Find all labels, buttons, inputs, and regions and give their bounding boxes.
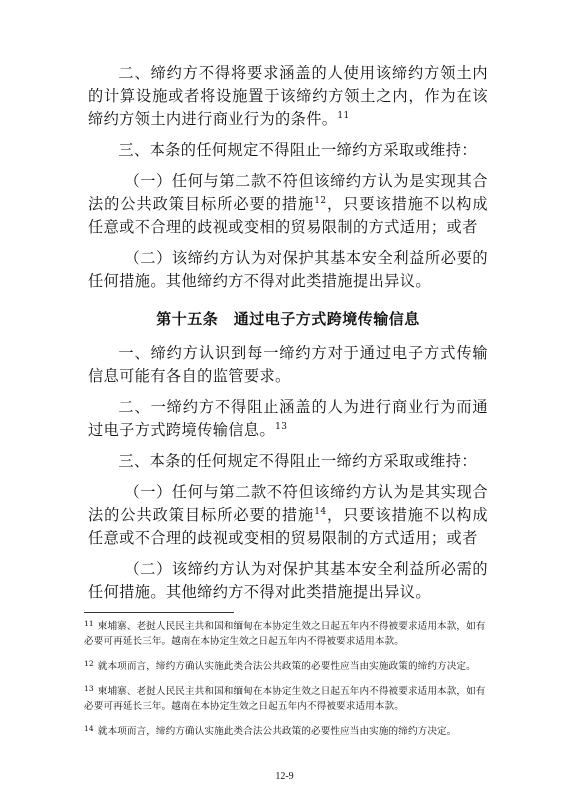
paragraph-text: （二）该缔约方认为对保护其基本安全利益所必要的任何措施。其他缔约方不得对此类措施提出异议。 [88, 249, 488, 290]
paragraph-text: 三、本条的任何规定不得阻止一缔约方采取或维持： [118, 141, 477, 159]
page-number: 12-9 [275, 771, 294, 782]
article-heading: 第十五条 通过电子方式跨境传输信息 [156, 310, 420, 328]
article-15-body [88, 342, 488, 612]
paragraph [88, 247, 488, 293]
paragraph [88, 481, 488, 550]
paragraph-text: （一）任何与第二款不符但该缔约方认为是实现其合法的公共政策目标所必要的措施 [88, 172, 488, 213]
paragraph [88, 450, 488, 473]
footnote-number: 12 [84, 659, 94, 668]
paragraph [88, 396, 488, 442]
paragraph [88, 170, 488, 239]
paragraph-text: 三、本条的任何规定不得阻止一缔约方采取或维持： [118, 452, 477, 470]
footnote [84, 721, 488, 739]
footnote-number: 13 [84, 684, 94, 693]
footnote-number: 14 [84, 724, 94, 733]
footnote-text: 柬埔寨、老挝人民民主共和国和缅甸在本协定生效之日起五年内不得被要求适用本款，如有必要可再延长三年。越南在本协定生效之日起五年内不得被要求适用本款。 [84, 686, 486, 712]
paragraph-text-tail: ，只要该措施不以构成任意或不合理的歧视或变相的贸易限制的方式适用；或者 [88, 195, 489, 236]
paragraph-text-tail: ，只要该措施不以构成任意或不合理的歧视或变相的贸易限制的方式适用；或者 [88, 506, 489, 547]
footnote-number: 11 [84, 619, 94, 628]
footnote [84, 656, 488, 674]
paragraph [88, 342, 488, 388]
paragraph-text: （二）该缔约方认为对保护其基本安全利益所必需的任何措施。其他缔约方不得对此类措施提出异议。 [88, 560, 488, 601]
footnote-text: 就本项而言，缔约方确认实施此类合法公共政策的必要性应当由实施的缔约方决定。 [97, 726, 457, 737]
footnotes [84, 616, 488, 746]
footnote [84, 616, 488, 649]
paragraph-text: 二、缔约方不得将要求涵盖的人使用该缔约方领土内的计算设施或者将设施置于该缔约方领土之内，作为在该缔约方领土内进行商业行为的条件。 [88, 64, 488, 128]
paragraph [88, 62, 488, 131]
footnote-divider [84, 612, 234, 613]
paragraph [88, 558, 488, 604]
footnote-ref[interactable]: 13 [275, 422, 288, 432]
footnote-ref[interactable]: 12 [314, 196, 327, 206]
article-14-continued [88, 62, 488, 301]
paragraph [88, 139, 488, 162]
paragraph-text: 一、缔约方认识到每一缔约方对于通过电子方式传输信息可能有各自的监管要求。 [88, 344, 488, 385]
footnote [84, 681, 488, 714]
footnote-ref[interactable]: 14 [314, 507, 327, 517]
paragraph-text: （一）任何与第二款不符但该缔约方认为是其实现合法的公共政策目标所必要的措施 [88, 483, 488, 524]
footnote-ref[interactable]: 11 [337, 111, 350, 121]
footnote-text: 柬埔寨、老挝人民民主共和国和缅甸在本协定生效之日起五年内不得被要求适用本款，如有必要可再延长三年。越南在本协定生效之日起五年内不得被要求适用本款。 [84, 621, 486, 647]
paragraph-text: 二、一缔约方不得阻止涵盖的人为进行商业行为而通过电子方式跨境传输信息。 [88, 398, 488, 439]
footnote-text: 就本项而言，缔约方确认实施此类合法公共政策的必要性应当由实施政策的缔约方决定。 [97, 661, 476, 672]
